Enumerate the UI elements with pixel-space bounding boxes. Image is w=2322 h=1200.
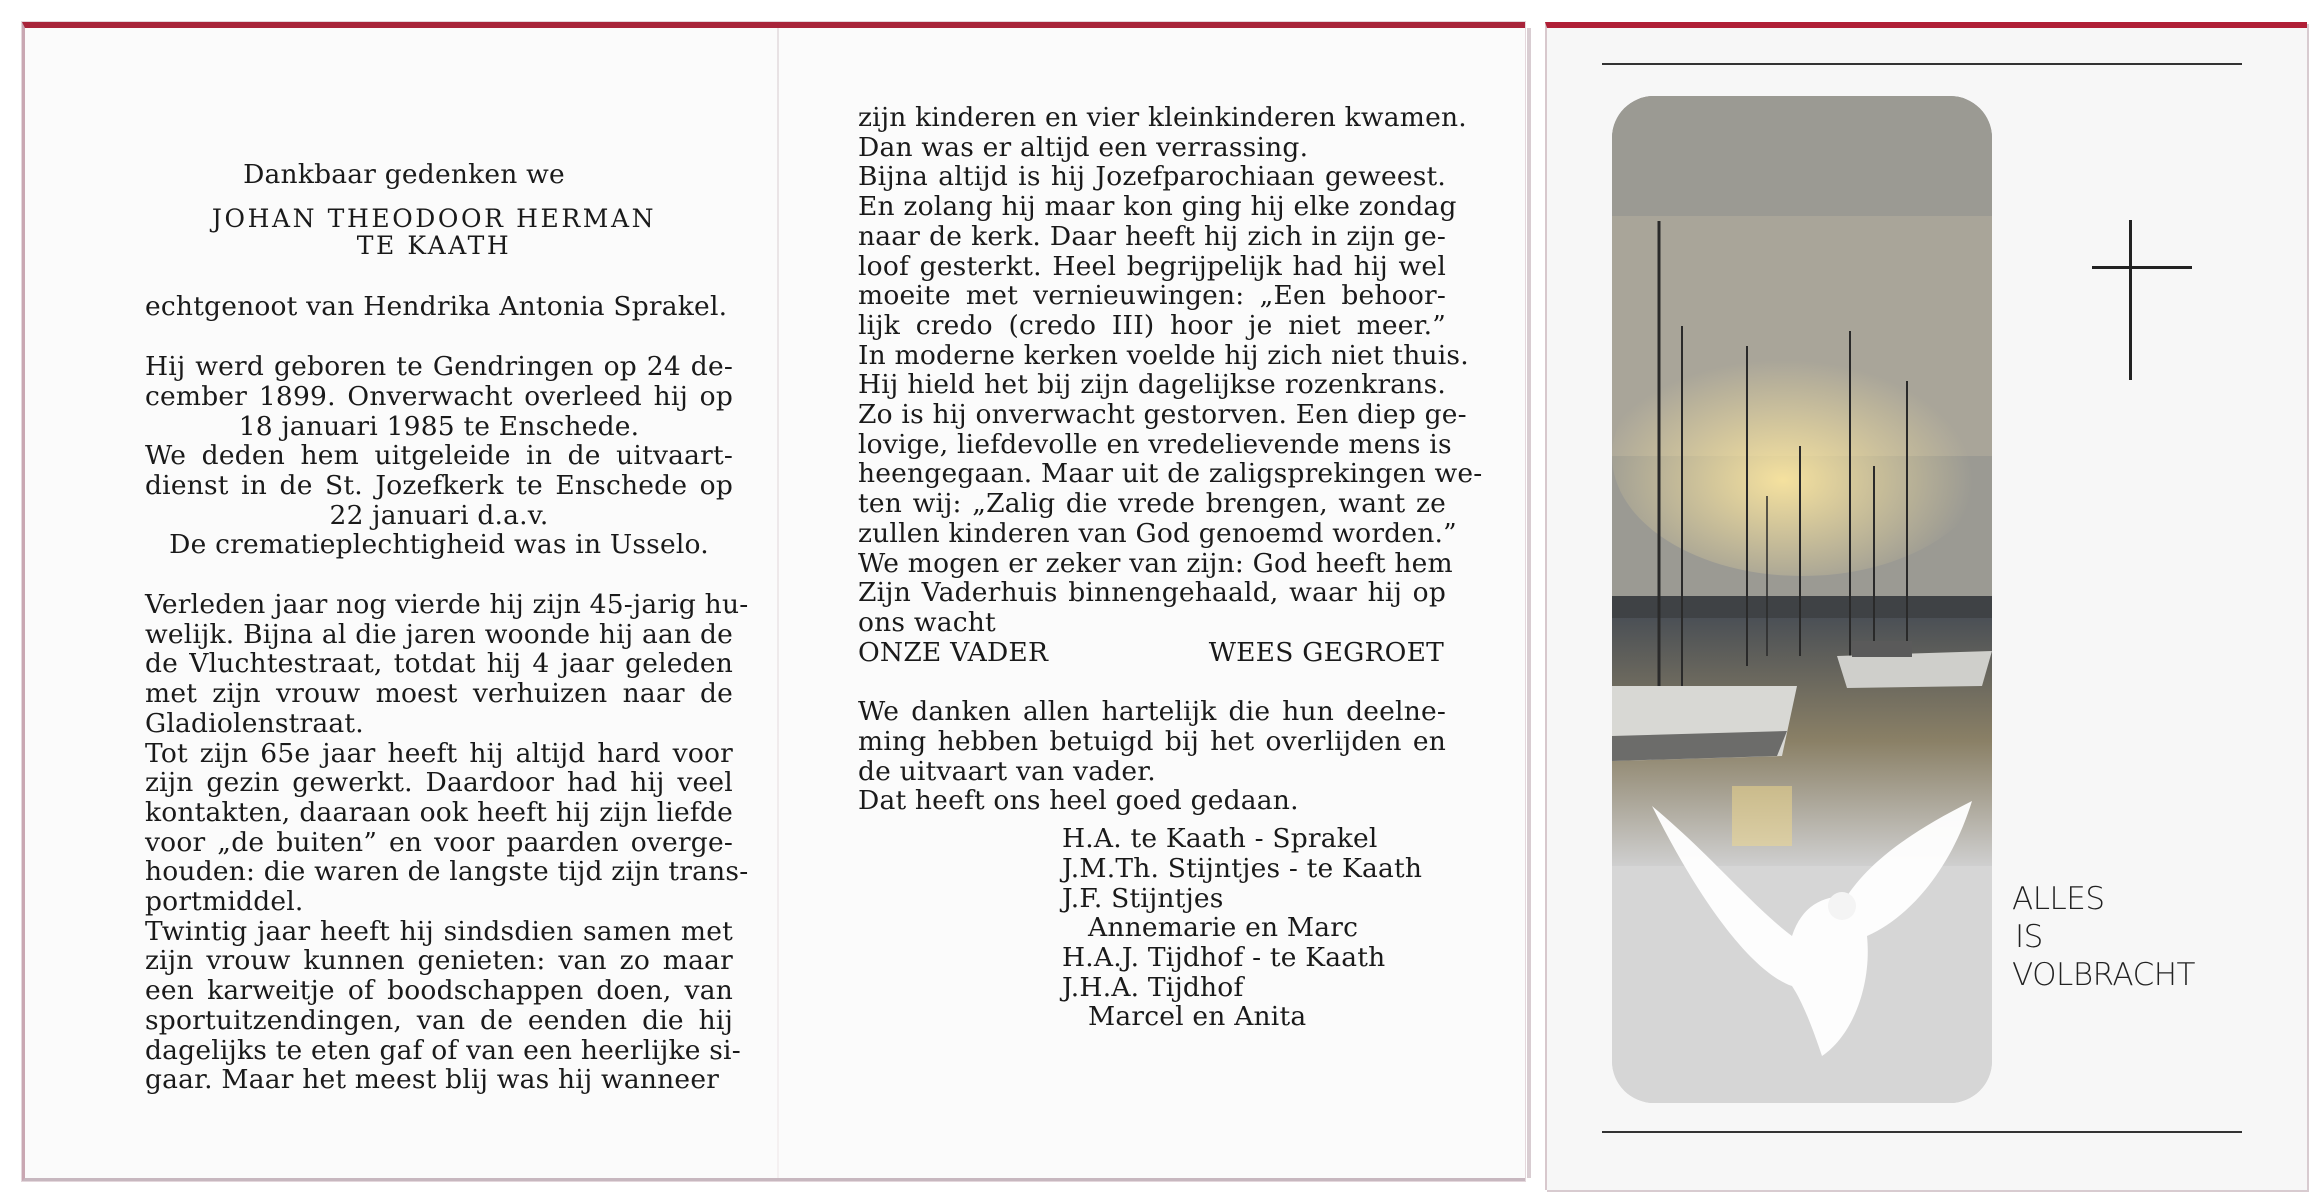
harbour-scene-graphic [1612,96,1992,1103]
text-line: ons wacht [858,606,996,638]
signature-line: J.M.Th. Stijntjes - te Kaath [1062,852,1423,884]
deceased-name-line1: JOHAN THEODOOR HERMAN [211,203,657,233]
text-line: een karweitje of boodschappen doen, van [145,975,733,1007]
left-paragraph-2 [145,589,749,1096]
text-line: Dat heeft ons heel goed gedaan. [858,785,1299,817]
left-page [145,159,749,1096]
text-line: sportuitzendingen, van de eenden die hij [145,1004,733,1036]
top-rule [1602,63,2242,65]
harbour-photo [1612,96,1992,1103]
text-line: portmiddel. [145,886,304,918]
signature-line: J.F. Stijntjes [1062,882,1224,914]
text-line: loof gesterkt. Heel begrijpelijk had hij wel [858,250,1446,282]
prayer-our-father: ONZE VADER [858,636,1049,668]
text-line: de uitvaart van vader. [858,755,1156,787]
text-line: ming hebben betuigd bij het overlijden en [858,726,1446,758]
text-line: voor „de buiten” en voor paarden overge- [145,826,733,858]
cross-icon [2129,220,2132,380]
signature-sub-1: Annemarie en Marc [1088,912,1359,944]
motto-line-3: VOLBRACHT [2012,957,2195,993]
motto [2012,880,2195,994]
text-line: Twintig jaar heeft hij sindsdien samen met [145,915,733,947]
text-line: Zijn Vaderhuis binnengehaald, waar hij op [858,577,1446,609]
text-line: We deden hem uitgeleide in de uitvaart- [145,440,733,472]
text-line: met zijn vrouw moest verhuizen naar de [145,678,733,710]
text-line: In moderne kerken voelde hij zich niet thuis. [858,339,1469,371]
text-line: dienst in de St. Jozefkerk te Enschede op [145,469,733,501]
text-line: Gladiolenstraat. [145,707,364,739]
text-line: naar de kerk. Daar heeft hij zich in zijn ge- [858,220,1446,252]
spread-fold [777,28,779,1178]
text-line: lovige, liefdevolle en vredelievende mens is [858,428,1452,460]
spouse-line: echtgenoot van Hendrika Antonia Sprakel. [145,291,728,323]
cross-icon-bar [2092,266,2192,269]
text-line: moeite met vernieuwingen: „Een behoor- [858,280,1446,312]
signature-sub-2: Marcel en Anita [1088,1001,1307,1033]
signatures-group-2 [858,943,1446,1002]
prayer-hail-mary: WEES GEGROET [1208,636,1444,668]
text-line: Zo is hij onverwacht gestorven. Een diep ge- [858,399,1467,431]
text-line: En zolang hij maar kon ging hij elke zondag [858,191,1457,223]
text-line: cember 1899. Onverwacht overleed hij op [145,380,733,412]
motto-line-2: IS [2015,919,2043,955]
text-line: 18 januari 1985 te Enschede. [238,410,640,442]
memorial-card-front [1545,22,2307,1190]
text-line: welijk. Bijna al die jaren woonde hij aan de [145,618,733,650]
signature-line: J.H.A. Tijdhof [1062,971,1244,1003]
text-line: gaar. Maar het meest blij was hij wanneer [145,1064,720,1096]
text-line: ten wij: „Zalig die vrede brengen, want ze [858,488,1446,520]
signature-line: H.A.J. Tijdhof - te Kaath [1062,941,1386,973]
text-line: de Vluchtestraat, totdat hij 4 jaar geleden [145,648,733,680]
text-line: Bijna altijd is hij Jozefparochiaan geweest. [858,161,1446,193]
text-line: 22 januari d.a.v. [329,499,549,531]
left-paragraph-1 [145,352,733,560]
text-line: zijn gezin gewerkt. Daardoor had hij veel [145,767,733,799]
spread-edge [1527,28,1531,1178]
heading: Dankbaar gedenken we [243,159,565,190]
right-page [858,102,1483,1033]
signatures-group-1 [858,824,1446,913]
text-line: zijn kinderen en vier kleinkinderen kwamen. [858,102,1467,133]
text-line: Dan was er altijd een verrassing. [858,131,1309,163]
text-line: houden: die waren de langste tijd zijn trans- [145,856,749,888]
text-line: Tot zijn 65e jaar heeft hij altijd hard voor [145,737,733,769]
signature-line: H.A. te Kaath - Sprakel [1062,823,1378,855]
text-line: heengegaan. Maar uit de zaligsprekingen we- [858,458,1483,490]
text-line: Hij hield het bij zijn dagelijkse rozenkrans. [858,369,1446,401]
text-line: kontakten, daaraan ook heeft hij zijn liefde [145,796,733,828]
deceased-name-line2: TE KAATH [356,231,512,261]
right-paragraph-1 [858,102,1483,638]
text-line: zullen kinderen van God genoemd worden.” [858,517,1457,549]
text-line: We mogen er zeker van zijn: God heeft hem [858,547,1453,579]
text-line: lijk credo (credo III) hoor je niet meer.” [858,309,1446,341]
right-paragraph-2 [858,697,1446,816]
prayers [858,638,1446,668]
bottom-rule [1602,1131,2242,1133]
motto-line-1: ALLES [2012,881,2105,917]
text-line: We danken allen hartelijk die hun deelne- [858,696,1446,728]
text-line: zijn vrouw kunnen genieten: van zo maar [145,945,733,977]
text-line: De crematieplechtigheid was in Usselo. [169,529,709,561]
text-line: Verleden jaar nog vierde hij zijn 45-jarig hu- [145,589,749,621]
text-line: Hij werd geboren te Gendringen op 24 de- [145,351,733,383]
text-line: dagelijks te eten gaf of van een heerlijke si- [145,1034,741,1066]
memorial-card-inner-spread [22,22,1525,1181]
